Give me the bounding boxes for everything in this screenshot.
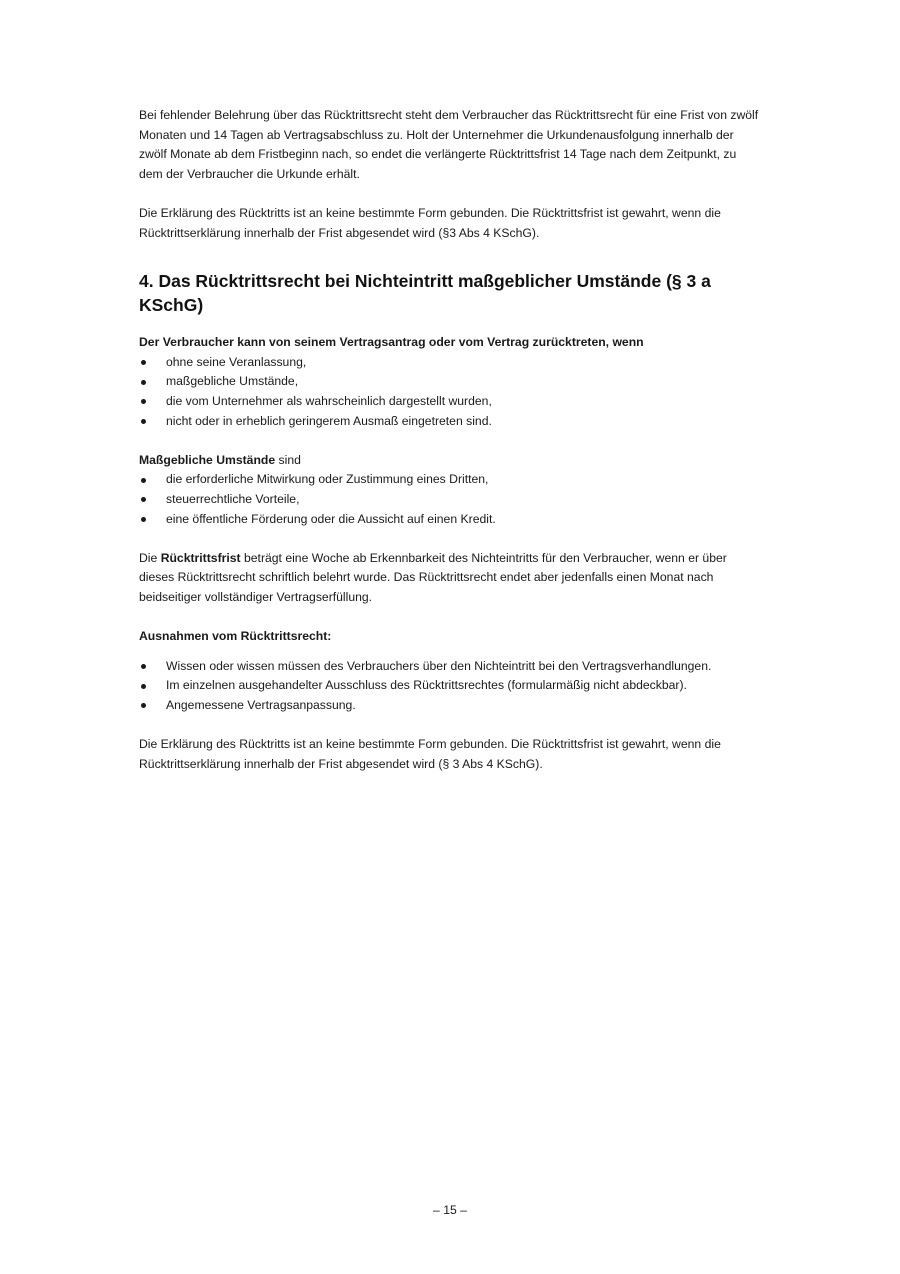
page-content (139, 106, 759, 774)
circumstances-label: Maßgebliche Umstände (139, 452, 276, 467)
deadline-term: Rücktrittsfrist (160, 550, 241, 565)
deadline-prefix: Die (139, 550, 161, 565)
conditions-list (139, 353, 759, 431)
section-heading: 4. Das Rücktrittsrecht bei Nichteintritt maßgeblicher Umstände (§ 3 a KSchG) (139, 271, 711, 316)
circumstances-suffix: sind (275, 452, 301, 467)
circumstances-intro (139, 451, 759, 471)
exceptions-list (139, 657, 759, 716)
page-number: – 15 – (433, 1203, 467, 1217)
conditions-intro: Der Verbraucher kann von seinem Vertragsantrag oder vom Vertrag zurücktreten, wenn (139, 335, 644, 350)
list-item: die erforderliche Mitwirkung oder Zustimmung eines Dritten, (139, 470, 759, 490)
list-item: ohne seine Veranlassung, (139, 353, 759, 373)
list-item: nicht oder in erheblich geringerem Ausmaß eingetreten sind. (139, 412, 759, 432)
paragraph-form-requirement: Die Erklärung des Rücktritts ist an keine bestimmte Form gebunden. Die Rücktrittsfrist ist gewahrt, wenn die Rücktrittserklärung innerhalb der Frist abgesendet wird (§3 Abs 4 KSchG). (139, 205, 721, 240)
list-item: steuerrechtliche Vorteile, (139, 490, 759, 510)
list-item: eine öffentliche Förderung oder die Aussicht auf einen Kredit. (139, 510, 759, 530)
exceptions-heading: Ausnahmen vom Rücktrittsrecht: (139, 629, 332, 644)
paragraph-missing-instruction: Bei fehlender Belehrung über das Rücktrittsrecht steht dem Verbraucher das Rücktrittsrecht für eine Frist von zwölf Monaten und 14 Tagen ab Vertragsabschluss zu. Holt der Unternehmer die Urkundenausfolgung innerhalb der zwölf Monate ab dem Fristbeginn nach, so endet die verlängerte Rücktrittsfrist 14 Tage nach dem Zeitpunkt, zu dem der Verbraucher die Urkunde erhält. (139, 108, 759, 181)
deadline-text: beträgt eine Woche ab Erkennbarkeit des Nichteintritts für den Verbraucher, wenn er über dieses Rücktrittsrecht schriftlich belehrt wurde. Das Rücktrittsrecht endet aber jedenfalls einen Monat nach beidseitiger vollständiger Vertragserfüllung. (139, 550, 727, 604)
list-item: die vom Unternehmer als wahrscheinlich dargestellt wurden, (139, 392, 759, 412)
list-item: Wissen oder wissen müssen des Verbrauchers über den Nichteintritt bei den Vertragsverhandlungen. (139, 657, 759, 677)
list-item: Angemessene Vertragsanpassung. (139, 696, 759, 716)
deadline-paragraph (139, 549, 759, 608)
list-item: Im einzelnen ausgehandelter Ausschluss des Rücktrittsrechtes (formularmäßig nicht abdeckbar). (139, 676, 759, 696)
list-item: maßgebliche Umstände, (139, 372, 759, 392)
closing-paragraph: Die Erklärung des Rücktritts ist an keine bestimmte Form gebunden. Die Rücktrittsfrist ist gewahrt, wenn die Rücktrittserklärung innerhalb der Frist abgesendet wird (§ 3 Abs 4 KSchG). (139, 737, 721, 771)
circumstances-list (139, 470, 759, 529)
